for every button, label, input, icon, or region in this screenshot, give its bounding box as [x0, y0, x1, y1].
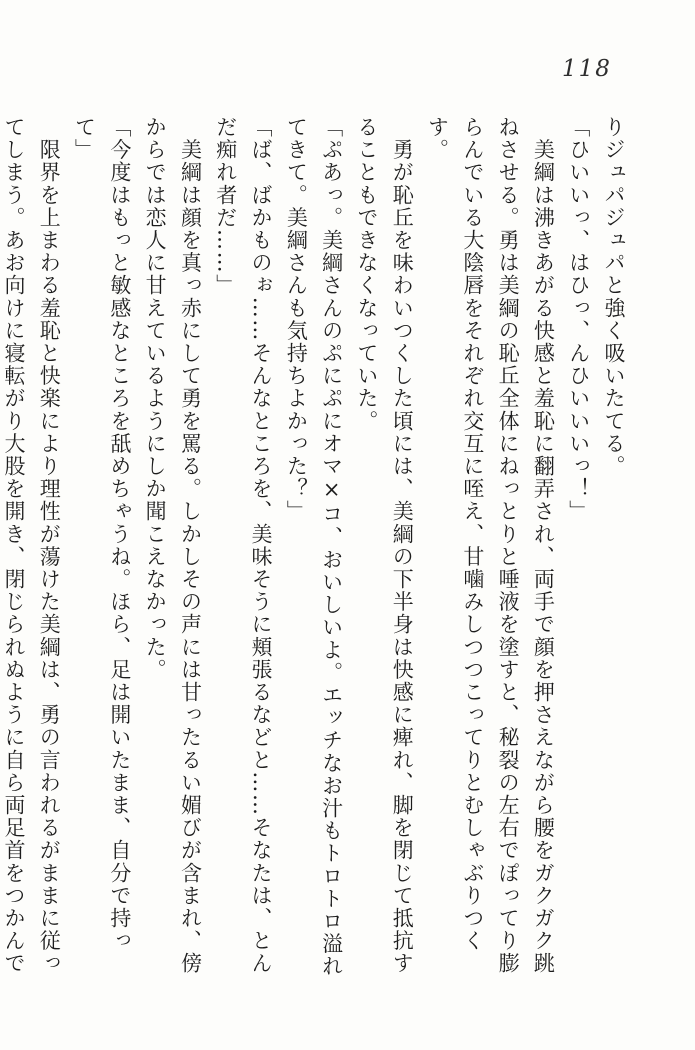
text-line: 「今度はもっと敏感なところを舐めちゃうね。ほら、足は開いたまま、自分で持って」: [72, 116, 132, 953]
text-line: だ痴れ者だ……」: [213, 116, 238, 297]
text-line: らんでいる大陰唇をそれぞれ交互に咥え、甘噛みしつつこってりとむしゃぶりつくす。: [425, 116, 485, 953]
text-line: からでは恋人に甘えているようにしか聞こえなかった。: [143, 116, 168, 681]
text-line: 「ひいいっ、はひっ、んひいいいっ！」: [566, 116, 591, 523]
text-line: ることもできなくなっていた。: [354, 116, 379, 433]
text-line: 限界を上まわる羞恥と快楽により理性が蕩けた美綱は、勇の言われるがままに従っ: [37, 116, 62, 975]
text-line: てきて。美綱さんも気持ちよかった？」: [284, 116, 309, 523]
page-number: 118: [562, 56, 612, 82]
text-line: 美綱は沸きあがる快感と羞恥に翻弄され、両手で顔を押さえながら腰をガクガク跳: [531, 116, 556, 975]
text-line: 「ば、ばかものぉ……そんなところを、美味そうに頬張るなどと……そなたは、とん: [249, 116, 274, 975]
text-line: 勇が恥丘を味わいつくした頃には、美綱の下半身は快感に痺れ、脚を閉じて抵抗す: [390, 116, 415, 975]
text-line: りジュパジュパと強く吸いたてる。: [602, 116, 626, 478]
text-block: [0, 116, 631, 980]
text-line: 「ぷあっ。美綱さんのぷにぷにオマ×コ、おいしいよ。エッチなお汁もトロトロ溢れ: [319, 116, 344, 978]
text-line: ねさせる。勇は美綱の恥丘全体にねっとりと唾液を塗すと、秘裂の左右でぽってり膨: [496, 116, 521, 975]
text-line: てしまう。あお向けに寝転がり大股を開き、閉じられぬように自ら両足首をつかんで: [1, 116, 26, 975]
text-line: 美綱は顔を真っ赤にして勇を罵る。しかしその声には甘ったるい媚びが含まれ、傍: [178, 116, 203, 975]
